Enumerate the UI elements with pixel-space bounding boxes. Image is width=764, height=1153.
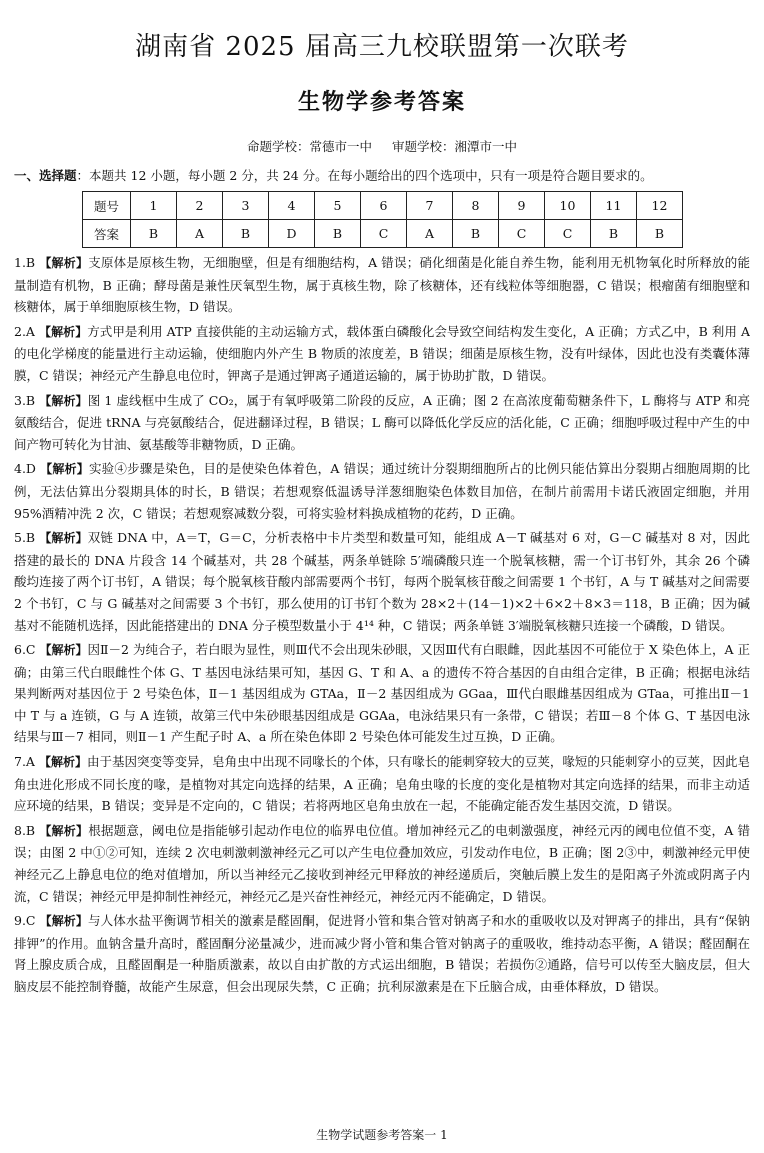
- question-number-cell: 2: [177, 192, 223, 220]
- item-number: 1.B: [14, 255, 36, 270]
- item-text: 图 1 虚线框中生成了 CO₂，属于有氧呼吸第二阶段的反应，A 正确；图 2 在高浓度葡萄糖条件下，L 酶将与 ATP 和亮氨酸结合，促进 tRNA 与亮氨酸结合，促进翻译过程，B 错误；L 酶可以降低化学反应的活化能，C 正确；细胞呼吸过程中产生的中间产物可转化为甘油、氨基酸等非糖物质，D 正确。: [14, 392, 750, 452]
- item-text: 与人体水盐平衡调节相关的激素是醛固酮，促进肾小管和集合管对钠离子和水的重吸收以及对钾离子的排出，具有“保钠排钾”的作用。血钠含量升高时，醛固酮分泌量减少，进而减少肾小管和集合管对钠离子的重吸收，维持动态平衡，A 错误；醛固酮在肾上腺皮质合成，且醛固酮是一种脂质激素，故以自由扩散的方式运出细胞，B 错误；若损伤②通路，信号可以传至大脑皮层，但大脑皮层不能控制脊髓，故能产生尿意，但会出现尿失禁，C 正确；抗利尿激素是在下丘脑合成，由垂体释放，D 错误。: [14, 913, 750, 994]
- item-text: 方式甲是利用 ATP 直接供能的主动运输方式，载体蛋白磷酸化会导致空间结构发生变化，A 正确；方式乙中，B 利用 A 的电化学梯度的能量进行主动运输，使细胞内外产生 B 物质的浓度差，B 错误；细菌是原核生物，没有叶绿体，因此也没有类囊体薄膜，C 错误；神经元产生静息电位时，钾离子是通过钾离子通道运输的，属于协助扩散，D 错误。: [14, 323, 750, 383]
- answer-cell: B: [223, 220, 269, 248]
- answer-table-row-numbers: [83, 192, 683, 220]
- explanation-item: [14, 639, 750, 748]
- reviewer-school: 审题学校：湘潭市一中: [391, 139, 517, 154]
- item-text: 支原体是原核生物，无细胞壁，但是有细胞结构，A 错误；硝化细菌是化能自养生物，能利用无机物氧化时所释放的能量制造有机物，B 正确；酵母菌是兼性厌氧型生物，属于真核生物，除了核糖体，还有线粒体等细胞器，C 错误；根瘤菌有细胞壁和核糖体，属于单细胞原核生物，D 错误。: [14, 255, 750, 315]
- section-instructions: ：本题共 12 小题，每小题 2 分，共 24 分。在每小题给出的四个选项中，只有一项是符合题目要求的。: [76, 168, 653, 183]
- table-header-cell: 题号: [83, 192, 131, 220]
- explanation-item: [14, 751, 750, 817]
- analysis-tag: 【解析】: [38, 755, 87, 770]
- answer-table-row-answers: [83, 220, 683, 248]
- answer-cell: A: [407, 220, 453, 248]
- question-number-cell: 8: [453, 192, 499, 220]
- item-text: 因Ⅱ－2 为纯合子，若白眼为显性，则Ⅲ代不会出现朱砂眼，又因Ⅲ代有白眼雌，因此基因不可能位于 X 染色体上，A 正确；由第三代白眼雌性个体 G、T 基因电泳结果可知，基因 G、T 和 A、a 的遗传不符合基因的自由组合定律，B 正确；根据电泳结果判断两对基因位于 2 号染色体，Ⅱ－1 基因组成为 GTAa，Ⅱ－2 基因组成为 GGaa，Ⅲ代白眼雌基因组成为 GTaa，可推出Ⅱ－1 中 T 与 a 连锁，G 与 A 连锁，故第三代中朱砂眼基因组成是 GGAa，电泳结果只有一条带，C 错误；若Ⅲ－8 个体 G、T 基因电泳结果与Ⅲ－7 相同，则Ⅱ－1 产生配子时 A、a 所在染色体即 2 号染色体可能发生过互换，D 正确。: [14, 642, 750, 745]
- item-text: 由于基因突变等变异，皂角虫中出现不同喙长的个体，只有喙长的能刺穿较大的豆荚，喙短的只能刺穿小的豆荚，因此皂角虫进化形成不同长度的喙，是植物对其定向选择的结果，A 正确；皂角虫喙的长度的变化是植物对其定向选择的结果，而非主动适应环境的结果，B 错误；变异是不定向的，C 错误；若将两地区皂角虫放在一起，不能确定能否发生基因交流，D 错误。: [14, 754, 750, 814]
- page-subtitle: 生物学参考答案: [297, 90, 466, 115]
- item-number: 4.D: [14, 461, 36, 477]
- item-number: 7.A: [14, 754, 35, 770]
- analysis-tag: 【解析】: [39, 823, 89, 838]
- explanation-item: [14, 910, 750, 997]
- question-number-cell: 1: [131, 192, 177, 220]
- answer-cell: B: [453, 220, 499, 248]
- page-footer: 生物学试题参考答案一 1: [316, 1128, 448, 1142]
- item-text: 双链 DNA 中，A＝T，G＝C，分析表格中卡片类型和数量可知，能组成 A－T 碱基对 6 对，G－C 碱基对 8 对，因此搭建的最长的 DNA 片段含 14 个碱基对，共 28 个碱基，两条单链除 5′端磷酸只连一个脱氧核糖，需一个订书钉外，其余 26 个磷酸均连接了两个订书钉，A 错误；每个脱氧核苷酸内部需要两个书钉，每两个脱氧核苷酸之间需要 1 个书钉，A 与 T 碱基对之间需要 2 个书钉，C 与 G 碱基对之间需要 3 个书钉，那么使用的订书钉个数为 28×2＋(14－1)×2＋6×2＋8×3＝118，B 正确；因为碱基对不能随机选择，因此能搭建出的 DNA 分子模型数量小于 4¹⁴ 种，C 错误；两条单链 3′端脱氧核糖只连接一个磷酸，D 错误。: [14, 530, 750, 633]
- question-number-cell: 7: [407, 192, 453, 220]
- item-number: 3.B: [14, 392, 36, 408]
- analysis-tag: 【解析】: [40, 462, 89, 477]
- item-text: 实验④步骤是染色，目的是使染色体着色，A 错误；通过统计分裂期细胞所占的比例只能估算出分裂期占细胞周期的比例，无法估算出分裂期具体的时长，B 错误；若想观察低温诱导洋葱细胞染色体数目加倍，在制片前需用卡诺氏液固定细胞，并用 95%酒精冲洗 2 次，C 错误；若想观察减数分裂，可将实验材料换成植物的花药，D 正确。: [14, 461, 750, 521]
- question-number-cell: 4: [269, 192, 315, 220]
- school-credits: [0, 137, 764, 155]
- answer-table: [82, 191, 683, 248]
- item-number: 6.C: [14, 642, 36, 658]
- analysis-tag: 【解析】: [39, 256, 89, 270]
- answer-cell: C: [545, 220, 591, 248]
- section-label: 一、选择题: [14, 168, 77, 183]
- analysis-tag: 【解析】: [39, 643, 88, 658]
- question-number-cell: 3: [223, 192, 269, 220]
- question-number-cell: 9: [499, 192, 545, 220]
- answer-cell: B: [315, 220, 361, 248]
- answer-cell: C: [361, 220, 407, 248]
- item-number: 5.B: [14, 530, 36, 546]
- analysis-tag: 【解析】: [39, 393, 88, 408]
- question-number-cell: 5: [315, 192, 361, 220]
- answer-cell: B: [591, 220, 637, 248]
- item-number: 8.B: [14, 822, 36, 838]
- question-number-cell: 12: [637, 192, 683, 220]
- explanation-item: [14, 527, 750, 636]
- page-title: 湖南省 2025 届高三九校联盟第一次联考: [135, 32, 629, 62]
- item-text: 根据题意，阈电位是指能够引起动作电位的临界电位值。增加神经元乙的电刺激强度，神经元丙的阈电位值不变，A 错误；由图 2 中①②可知，连续 2 次电刺激刺激神经元乙可以产生电位叠加效应，引发动作电位，B 正确；图 2③中，刺激神经元甲使神经元乙上静息电位的绝对值增加，所以当神经元乙接收到神经元甲释放的神经递质后，突触后膜上发生的是阳离子外流或阴离子内流，C 错误；神经元甲是抑制性神经元，神经元乙是兴奋性神经元，神经元丙不能确定，D 错误。: [14, 822, 750, 904]
- item-number: 9.C: [14, 913, 36, 929]
- explanation-item: [14, 321, 750, 387]
- question-number-cell: 10: [545, 192, 591, 220]
- table-header-cell: 答案: [83, 220, 131, 248]
- section-heading: [14, 166, 744, 184]
- explanation-item: [14, 458, 750, 524]
- explanation-list: [14, 252, 750, 1001]
- item-number: 2.A: [14, 323, 35, 339]
- explanation-item: [14, 390, 750, 456]
- explanation-item: [14, 252, 750, 318]
- explanation-item: [14, 820, 750, 907]
- answer-cell: C: [499, 220, 545, 248]
- analysis-tag: 【解析】: [39, 914, 89, 929]
- question-number-cell: 6: [361, 192, 407, 220]
- proposer-school: 命题学校：常德市一中: [246, 139, 372, 154]
- question-number-cell: 11: [591, 192, 637, 220]
- answer-cell: D: [269, 220, 315, 248]
- answer-cell: B: [131, 220, 177, 248]
- answer-cell: A: [177, 220, 223, 248]
- answer-cell: B: [637, 220, 683, 248]
- analysis-tag: 【解析】: [39, 324, 88, 339]
- analysis-tag: 【解析】: [39, 531, 88, 546]
